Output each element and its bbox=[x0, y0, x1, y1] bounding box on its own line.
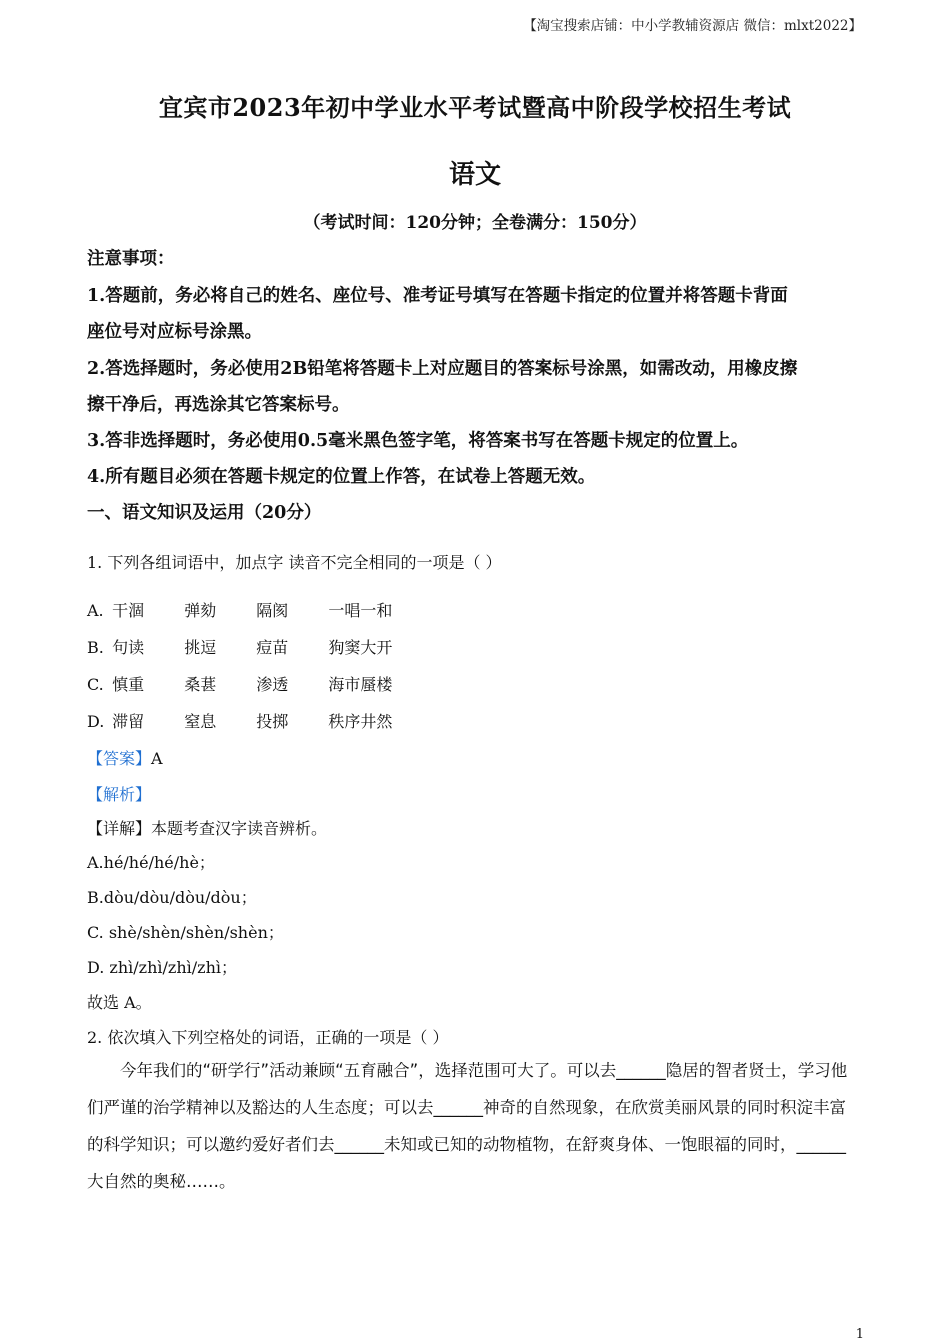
option-word: 干涸 bbox=[112, 601, 145, 620]
option-word: 桑葚 bbox=[184, 675, 217, 694]
option-word: 秩序井然 bbox=[328, 712, 393, 731]
option-word: 痘苗 bbox=[256, 638, 289, 657]
pinyin-line: C. shè/shèn/shèn/shèn； bbox=[87, 923, 284, 942]
notice-line: 4.所有题目必须在答题卡规定的位置上作答，在试卷上答题无效。 bbox=[87, 467, 596, 487]
pinyin-line: D. zhì/zhì/zhì/zhì； bbox=[87, 958, 238, 977]
option-label: A. bbox=[87, 601, 104, 620]
notice-line: 1.答题前，务必将自己的姓名、座位号、准考证号填写在答题卡指定的位置并将答题卡背面 bbox=[87, 286, 788, 306]
notice-heading: 注意事项： bbox=[87, 249, 175, 269]
question-1-stem: 1. 下列各组词语中，加点字 读音不完全相同的一项是（ ） bbox=[87, 553, 502, 572]
option-word: 海市蜃楼 bbox=[328, 675, 393, 694]
option-word: 隔阂 bbox=[256, 601, 289, 620]
analysis-tag: 【解析】 bbox=[87, 785, 152, 804]
answer-tag: 【答案】 bbox=[87, 749, 152, 768]
answer-line bbox=[87, 746, 163, 769]
option-word: 渗透 bbox=[256, 675, 289, 694]
option-label: D. bbox=[87, 712, 105, 731]
detail-line: 【详解】本题考查汉字读音辨析。 bbox=[87, 819, 328, 838]
option-word: 一唱一和 bbox=[328, 601, 393, 620]
option-word: 狗窦大开 bbox=[328, 638, 393, 657]
option-label: B. bbox=[87, 638, 104, 657]
section-heading: 一、语文知识及运用（20分） bbox=[87, 503, 322, 523]
option-word: 窒息 bbox=[184, 712, 217, 731]
option-word: 慎重 bbox=[112, 675, 145, 694]
notice-line: 2.答选择题时，务必使用2B铅笔将答题卡上对应题目的答案标号涂黑，如需改动，用橡皮擦 bbox=[87, 359, 798, 379]
answer-value: A bbox=[151, 749, 163, 768]
option-label: C. bbox=[87, 675, 104, 694]
option-d bbox=[87, 709, 392, 732]
option-b bbox=[87, 635, 392, 658]
subject-title: 语文 bbox=[448, 160, 501, 190]
option-word: 句读 bbox=[112, 638, 145, 657]
header-note: 【淘宝搜索店铺：中小学教辅资源店 微信：mlxt2022】 bbox=[523, 18, 862, 34]
exam-title: 宜宾市2023年初中学业水平考试暨高中阶段学校招生考试 bbox=[158, 93, 792, 122]
page-number: 1 bbox=[855, 1327, 864, 1342]
option-a bbox=[87, 598, 392, 621]
conclusion-line: 故选 A。 bbox=[87, 993, 152, 1012]
option-word: 弹劾 bbox=[184, 601, 217, 620]
option-c bbox=[87, 672, 392, 695]
notice-line: 座位号对应标号涂黑。 bbox=[87, 322, 262, 342]
option-word: 滞留 bbox=[112, 712, 145, 731]
notice-line: 擦干净后，再选涂其它答案标号。 bbox=[87, 395, 350, 415]
pinyin-line: B.dòu/dòu/dòu/dòu； bbox=[87, 888, 257, 907]
option-word: 投掷 bbox=[256, 712, 289, 731]
pinyin-line: A.hé/hé/hé/hè； bbox=[87, 853, 215, 872]
question-2-passage: 今年我们的“研学行”活动兼顾“五育融合”，选择范围可大了。可以去______隐居的智者贤士，学习他们严谨的治学精神以及豁达的人生态度；可以去______神奇的自然现象，在欣赏美丽风景的同时积淀丰富的科学知识；可以邀约爱好者们去______未知或已知的动物植物，在舒爽身体、一饱眼福的同时，______大自然的奥秘……。 bbox=[87, 1061, 848, 1191]
option-word: 挑逗 bbox=[184, 638, 217, 657]
notice-line: 3.答非选择题时，务必使用0.5毫米黑色签字笔，将答案书写在答题卡规定的位置上。 bbox=[87, 431, 749, 451]
question-2-stem: 2. 依次填入下列空格处的词语，正确的一项是（ ） bbox=[87, 1028, 449, 1047]
exam-info: （考试时间：120分钟；全卷满分：150分） bbox=[303, 213, 647, 233]
